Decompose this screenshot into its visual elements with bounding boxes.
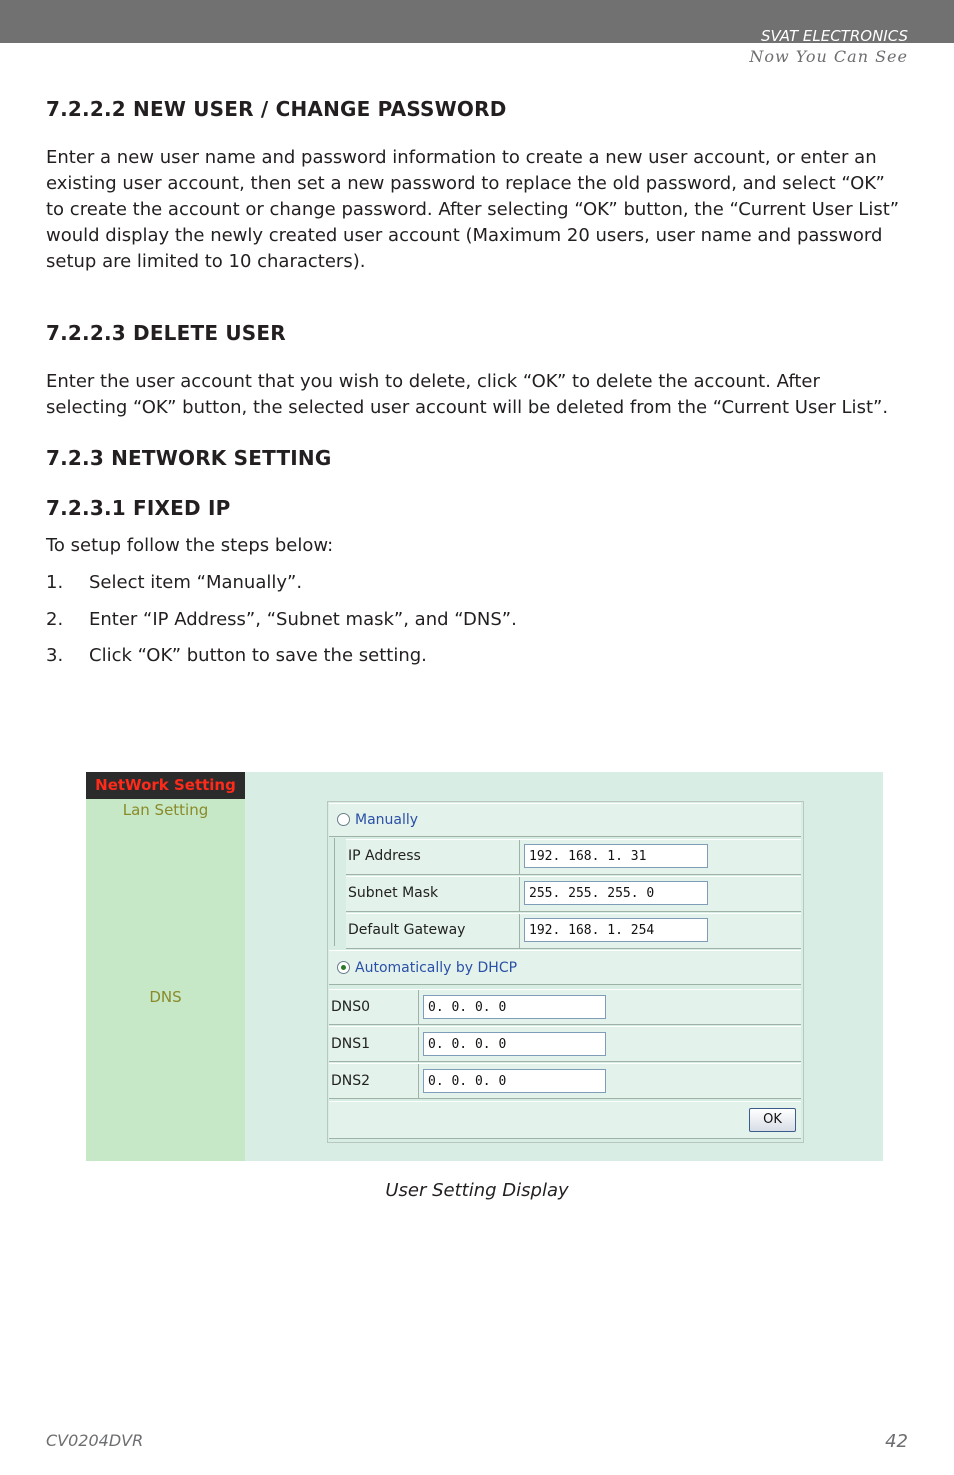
dns-row — [329, 1026, 801, 1062]
settings-sidebar — [86, 772, 245, 1161]
dns1-label: DNS1 — [331, 1036, 371, 1052]
step-number: 3. — [46, 645, 64, 666]
dns-row — [329, 1063, 801, 1099]
cell-divider — [519, 877, 520, 911]
heading-new-user: 7.2.2.2 NEW USER / CHANGE PASSWORD — [46, 97, 507, 121]
step-number: 2. — [46, 609, 64, 630]
default-gateway-input[interactable]: 192. 168. 1. 254 — [524, 918, 708, 942]
heading-network-setting: 7.2.3 NETWORK SETTING — [46, 446, 332, 470]
field-row — [346, 839, 801, 875]
cell-divider — [418, 1064, 419, 1098]
field-row — [346, 913, 801, 949]
field-row — [346, 876, 801, 912]
dns0-label: DNS0 — [331, 999, 371, 1015]
subnet-mask-label: Subnet Mask — [348, 885, 439, 901]
dns-row — [329, 989, 801, 1025]
brand-name: SVAT ELECTRONICS — [761, 27, 908, 45]
dns2-input[interactable]: 0. 0. 0. 0 — [423, 1069, 606, 1093]
dhcp-option-row — [329, 950, 801, 985]
paragraph-new-user: Enter a new user name and password information to create a new user account, or enter an existing user account, then set a new password to replace the old password, and select “OK” to create the account or change password. After selecting “OK” button, the “Current User List” would display the newly created user account (Maximum 20 users, user name and password setup are limited to 10 characters). — [46, 147, 900, 272]
cell-divider — [519, 840, 520, 874]
network-setting-screenshot — [86, 772, 883, 1161]
ip-address-label: IP Address — [348, 848, 421, 864]
step-item — [46, 643, 427, 669]
step-number: 1. — [46, 572, 64, 593]
actions-row — [329, 1101, 801, 1139]
dhcp-radio[interactable] — [337, 961, 350, 974]
step-text: Enter “IP Address”, “Subnet mask”, and “DNS”. — [89, 609, 517, 630]
step-item — [46, 570, 302, 596]
subnet-mask-input[interactable]: 255. 255. 255. 0 — [524, 881, 708, 905]
group-divider — [334, 838, 335, 946]
dhcp-option-label[interactable]: Automatically by DHCP — [355, 960, 518, 976]
sidebar-item-dns[interactable]: DNS — [149, 988, 182, 1006]
ok-button[interactable]: OK — [749, 1108, 796, 1132]
cell-divider — [418, 990, 419, 1024]
footer-model: CV0204DVR — [46, 1431, 144, 1450]
fixed-ip-intro: To setup follow the steps below: — [46, 535, 334, 556]
cell-divider — [418, 1027, 419, 1061]
default-gateway-label: Default Gateway — [348, 922, 466, 938]
cell-divider — [519, 914, 520, 948]
step-text: Click “OK” button to save the setting. — [89, 645, 427, 666]
paragraph-delete-user: Enter the user account that you wish to delete, click “OK” to delete the account. After selecting “OK” button, the selected user account will be deleted from the “Current User List”. — [46, 371, 889, 418]
heading-fixed-ip: 7.2.3.1 FIXED IP — [46, 496, 231, 520]
page-number: 42 — [885, 1431, 908, 1452]
step-text: Select item “Manually”. — [89, 572, 303, 593]
brand-tagline: Now You Can See — [749, 47, 908, 66]
dns2-label: DNS2 — [331, 1073, 371, 1089]
sidebar-title: NetWork Setting — [86, 772, 245, 799]
sidebar-item-lan-setting[interactable]: Lan Setting — [122, 801, 209, 819]
dns0-input[interactable]: 0. 0. 0. 0 — [423, 995, 606, 1019]
step-item — [46, 607, 517, 633]
lan-settings-panel — [327, 801, 804, 1143]
manual-radio[interactable] — [337, 813, 350, 826]
manual-option-label[interactable]: Manually — [355, 812, 419, 828]
heading-delete-user: 7.2.2.3 DELETE USER — [46, 321, 286, 345]
dns1-input[interactable]: 0. 0. 0. 0 — [423, 1032, 606, 1056]
manual-option-row — [329, 803, 801, 837]
ip-address-input[interactable]: 192. 168. 1. 31 — [524, 844, 708, 868]
figure-caption: User Setting Display — [385, 1180, 569, 1201]
